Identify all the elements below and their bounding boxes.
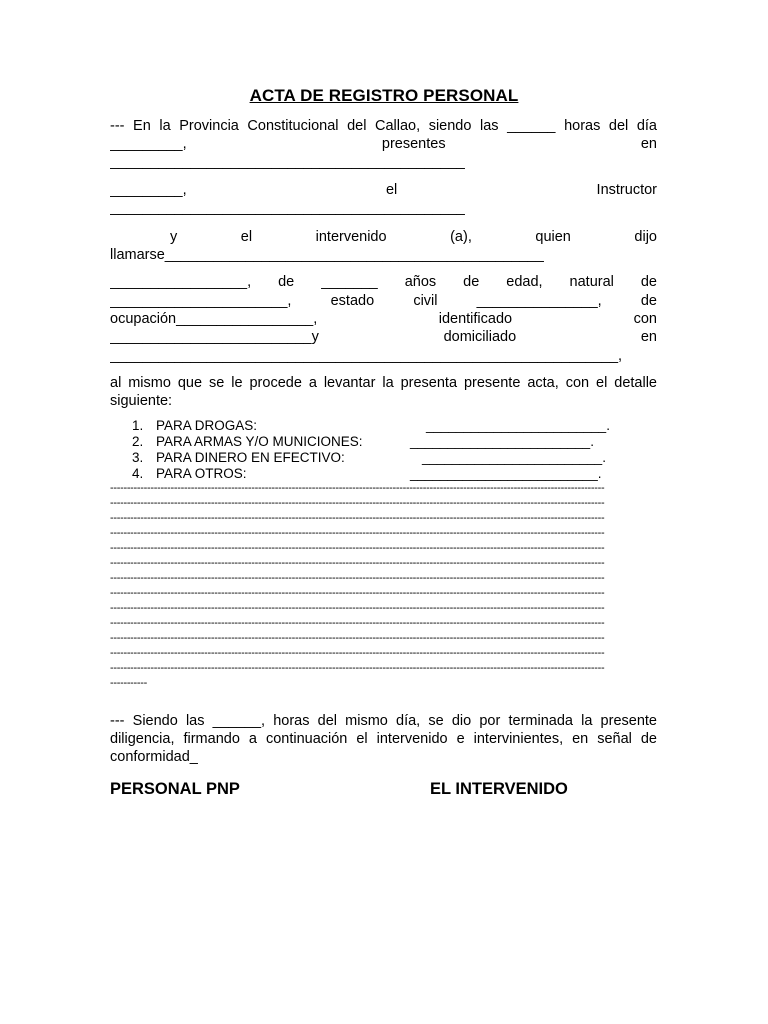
dash-line: --------------------------------------------------------------------------------------------------------------------------------------------------- xyxy=(110,617,605,629)
dash-line: --------------------------------------------------------------------------------------------------------------------------------------------------- xyxy=(110,602,605,614)
list-blank-dinero: ________________________. xyxy=(422,450,606,465)
intro-line-11: _________________________y domiciliado en xyxy=(110,329,657,345)
dash-line: --------------------------------------------------------------------------------------------------------------------------------------------------- xyxy=(110,482,605,494)
list-label: PARA DROGAS: xyxy=(156,418,258,433)
list-blank-armas: ________________________. xyxy=(410,434,594,449)
detail-line-1: al mismo que se le procede a levantar la presenta presente acta, con el detalle xyxy=(110,375,657,391)
intro-line-8: _________________, de _______ años de edad, natural de xyxy=(110,274,657,290)
intro-line-1: --- En la Provincia Constitucional del Callao, siendo las ______ horas del día xyxy=(110,118,657,134)
dash-line: --------------------------------------------------------------------------------------------------------------------------------------------------- xyxy=(110,662,605,674)
list-blank-otros: _________________________. xyxy=(410,466,602,481)
closing-line-1: --- Siendo las ______, horas del mismo día, se dio por terminada la presente xyxy=(110,713,657,729)
dash-line: --------------------------------------------------------------------------------------------------------------------------------------------------- xyxy=(110,557,605,569)
list-number: 1. xyxy=(132,418,144,433)
dash-line-short: ----------- xyxy=(110,677,147,689)
signature-personal-pnp: PERSONAL PNP xyxy=(110,780,240,798)
intro-line-2: _________, presentes en xyxy=(110,136,657,152)
intro-line-12: _______________________________________________________________, xyxy=(110,348,623,364)
list-label: PARA DINERO EN EFECTIVO: xyxy=(156,450,345,465)
dash-line: --------------------------------------------------------------------------------------------------------------------------------------------------- xyxy=(110,542,605,554)
list-number: 4. xyxy=(132,466,144,481)
dash-line: --------------------------------------------------------------------------------------------------------------------------------------------------- xyxy=(110,587,605,599)
dash-line: --------------------------------------------------------------------------------------------------------------------------------------------------- xyxy=(110,632,605,644)
list-blank-drogas: ________________________. xyxy=(426,418,610,433)
list-label: PARA OTROS: xyxy=(156,466,247,481)
list-number: 2. xyxy=(132,434,144,449)
intro-line-9: ______________________, estado civil _______________, de xyxy=(110,293,657,309)
dash-line: --------------------------------------------------------------------------------------------------------------------------------------------------- xyxy=(110,512,605,524)
dash-line: --------------------------------------------------------------------------------------------------------------------------------------------------- xyxy=(110,527,605,539)
list-item-armas xyxy=(132,434,363,450)
closing-line-3: conformidad_ xyxy=(110,749,198,765)
list-label: PARA ARMAS Y/O MUNICIONES: xyxy=(156,434,363,449)
signature-intervenido: EL INTERVENIDO xyxy=(430,780,568,798)
intro-line-3: ____________________________________________ xyxy=(110,154,465,170)
closing-line-2: diligencia, firmando a continuación el intervenido e intervinientes, en señal de xyxy=(110,731,657,747)
list-item-drogas xyxy=(132,418,257,434)
document-title: ACTA DE REGISTRO PERSONAL xyxy=(249,86,519,105)
list-item-dinero xyxy=(132,450,345,466)
dash-line: --------------------------------------------------------------------------------------------------------------------------------------------------- xyxy=(110,572,605,584)
intro-line-10: ocupación_________________, identificado con xyxy=(110,311,657,327)
detail-line-2: siguiente: xyxy=(110,393,173,409)
list-item-otros xyxy=(132,466,247,482)
dash-line: --------------------------------------------------------------------------------------------------------------------------------------------------- xyxy=(110,647,605,659)
intro-line-6: y el intervenido (a), quien dijo xyxy=(170,229,657,245)
intro-line-4: _________, el Instructor xyxy=(110,182,657,198)
intro-line-5: ____________________________________________ xyxy=(110,200,465,216)
list-number: 3. xyxy=(132,450,144,465)
dash-line: --------------------------------------------------------------------------------------------------------------------------------------------------- xyxy=(110,497,605,509)
intro-line-7: llamarse_______________________________________________ xyxy=(110,247,544,263)
